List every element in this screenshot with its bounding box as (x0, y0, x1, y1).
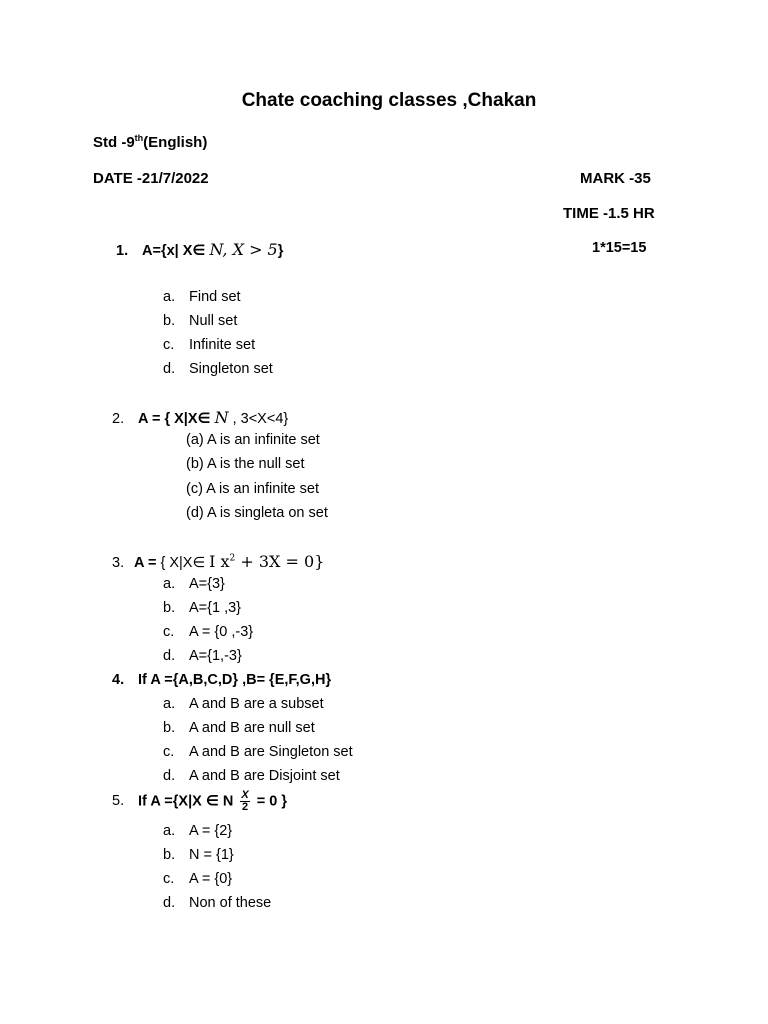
math-term: I x (209, 552, 230, 571)
option-text: A = {2} (189, 823, 233, 839)
option-text: Null set (189, 313, 238, 329)
standard-prefix: Std -9 (93, 134, 135, 151)
option-text: Singleton set (189, 361, 273, 377)
option-text: Non of these (189, 895, 272, 911)
option-text: A and B are Disjoint set (189, 768, 340, 784)
option-text: A = {0 ,-3} (189, 624, 254, 640)
q3-option-b (163, 600, 241, 616)
option-text: A and B are Singleton set (189, 744, 353, 760)
question-text: If A ={A,B,C,D} ,B= {E,F,G,H} (138, 672, 332, 688)
question-text: A={x| X∈ (142, 243, 210, 259)
option-letter: c. (163, 871, 175, 887)
q1-option-d (163, 361, 273, 377)
q1-option-c (163, 337, 255, 353)
question-5 (112, 790, 287, 813)
q4-option-d (163, 768, 340, 784)
option-text: A and B are a subset (189, 696, 324, 712)
page-title: Chate coaching classes ,Chakan (241, 90, 537, 111)
question-number: 5. (112, 793, 125, 810)
question-text: If A ={X|X ∈ N (138, 793, 238, 810)
question-text: A = (134, 555, 161, 571)
option-letter: a. (163, 823, 176, 839)
option-letter: a. (163, 696, 176, 712)
option-letter: c. (163, 624, 175, 640)
question-3 (112, 552, 324, 571)
question-number: 1. (116, 243, 129, 259)
exam-duration: TIME -1.5 HR (563, 205, 655, 222)
q1-option-b (163, 313, 237, 329)
option-letter: c. (163, 337, 175, 353)
option-letter: d. (163, 648, 176, 664)
option-letter: b. (163, 720, 176, 736)
question-number: 3. (112, 555, 125, 571)
option-text: Infinite set (189, 337, 256, 353)
option-letter: d. (163, 768, 176, 784)
q4-option-c (163, 744, 353, 760)
q4-option-a (163, 696, 324, 712)
question-4 (112, 672, 331, 688)
q2-option-d: (d) A is singleta on set (186, 505, 328, 521)
q3-option-a (163, 576, 225, 592)
marks-distribution: 1*15=15 (592, 240, 647, 256)
question-text-end: } (277, 243, 284, 259)
total-marks: MARK -35 (580, 170, 651, 187)
q2-option-a: (a) A is an infinite set (186, 432, 320, 448)
option-text: A and B are null set (189, 720, 315, 736)
math-exponent: 2 (229, 553, 236, 564)
q4-option-b (163, 720, 315, 736)
question-number: 4. (112, 672, 125, 688)
option-letter: d. (163, 895, 176, 911)
question-2 (112, 408, 288, 427)
question-math (209, 552, 324, 571)
q1-option-a (163, 289, 241, 305)
question-math: N (214, 408, 229, 427)
standard-suffix: (English) (143, 134, 208, 151)
option-letter: b. (163, 313, 176, 329)
fraction-denominator: 2 (242, 801, 249, 813)
fraction-numerator: X (241, 789, 249, 801)
question-text-end: , 3<X<4} (228, 411, 289, 427)
q5-option-b (163, 847, 234, 863)
q3-option-d (163, 648, 242, 664)
question-text-mid: { X|X∈ (160, 555, 210, 571)
option-letter: b. (163, 847, 176, 863)
q2-option-b: (b) A is the null set (186, 456, 305, 472)
question-text: A = { X|X∈ (138, 411, 215, 427)
standard-superscript: th (134, 133, 144, 143)
question-1 (116, 240, 283, 259)
q2-option-c: (c) A is an infinite set (186, 481, 319, 497)
option-letter: b. (163, 600, 176, 616)
option-letter: c. (163, 744, 175, 760)
option-text: A = {0} (189, 871, 233, 887)
exam-date: DATE -21/7/2022 (93, 170, 209, 187)
question-number: 2. (112, 411, 125, 427)
option-letter: a. (163, 576, 176, 592)
math-term-rest: + 3X = 0} (235, 552, 325, 571)
option-text: Find set (189, 289, 241, 305)
option-text: A={3} (189, 576, 225, 592)
q5-option-c (163, 871, 232, 887)
option-letter: d. (163, 361, 176, 377)
q3-option-c (163, 624, 253, 640)
option-text: A={1 ,3} (189, 600, 242, 616)
q5-option-a (163, 823, 232, 839)
option-text: N = {1} (189, 847, 234, 863)
q5-option-d (163, 895, 271, 911)
option-text: A={1,-3} (189, 648, 242, 664)
question-math: N, X > 5 (209, 240, 278, 259)
question-text-end: = 0 } (252, 793, 287, 810)
standard-label (93, 133, 207, 151)
option-letter: a. (163, 289, 176, 305)
fraction (240, 790, 249, 813)
